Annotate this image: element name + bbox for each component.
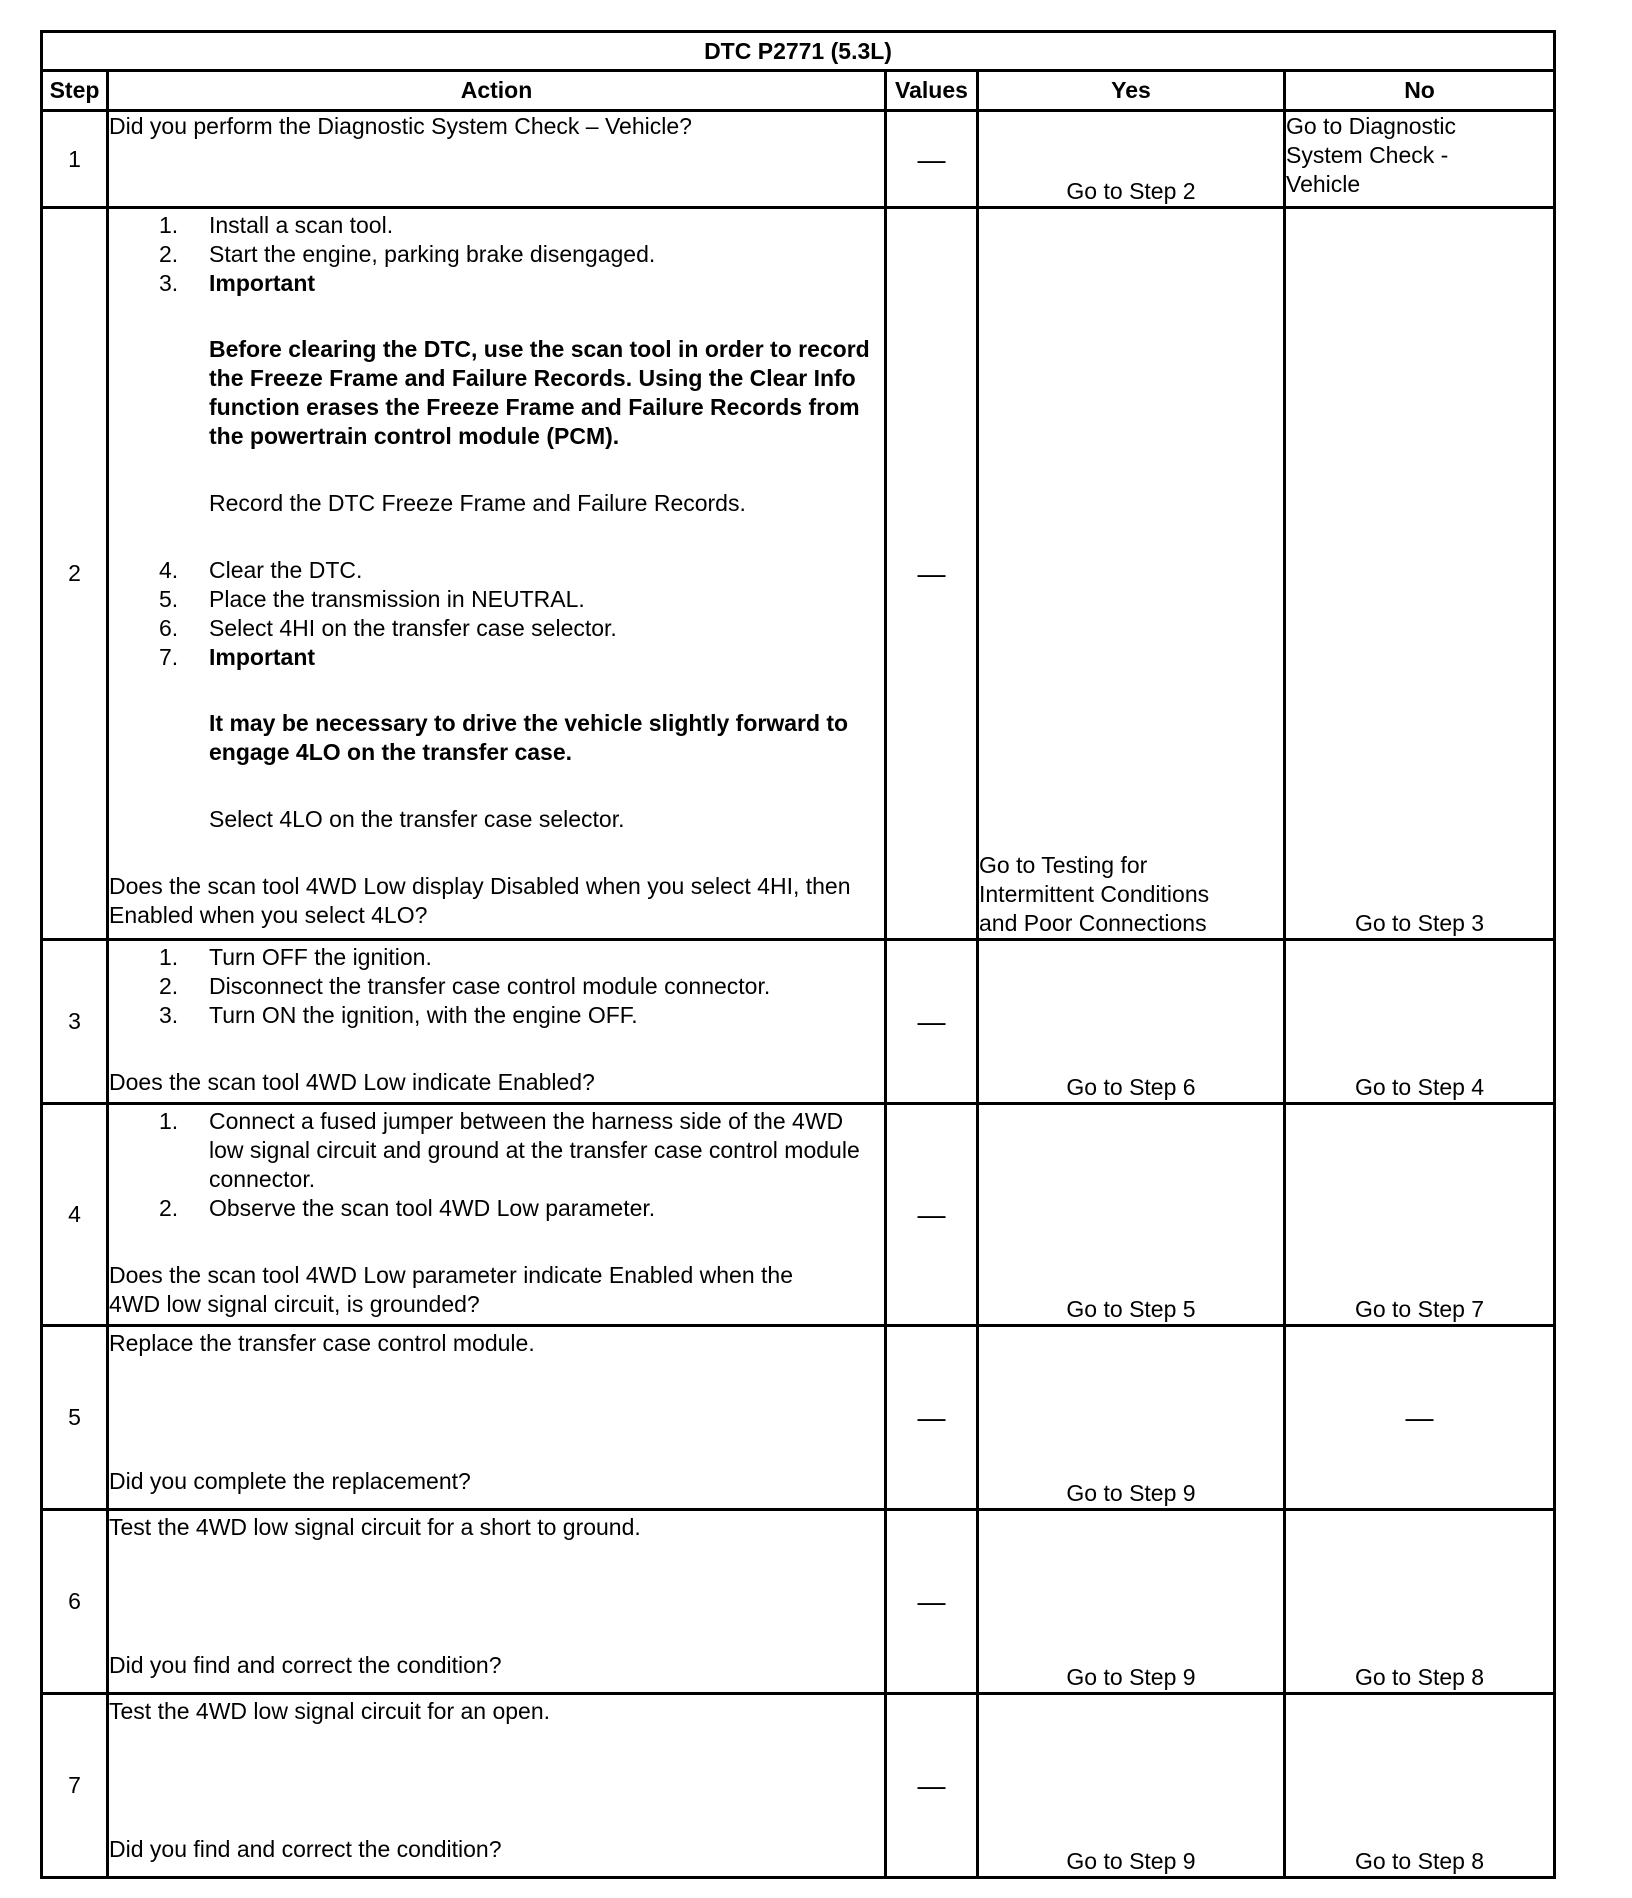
values-cell: — xyxy=(886,208,978,940)
list-item: 1. Install a scan tool. xyxy=(159,212,394,238)
action-cell xyxy=(108,111,886,208)
list-item: 5. Place the transmission in NEUTRAL. xyxy=(159,586,585,612)
no-link[interactable]: Go to Step 7 xyxy=(1354,1296,1485,1322)
step-row-7 xyxy=(42,1694,1555,1878)
note-text: Record the DTC Freeze Frame and Failure Records. xyxy=(209,490,746,516)
list-item: 6. Select 4HI on the transfer case selector. xyxy=(159,615,617,641)
no-link[interactable]: Go to Diagnostic System Check - Vehicle xyxy=(1286,113,1457,197)
important-note: Before clearing the DTC, use the scan tool in order to record the Freeze Frame and Failure Records. Using the Clear Info function erases the Freeze Frame and Failure Records from the powertrain control module (PCM). xyxy=(209,336,870,449)
action-text: Replace the transfer case control module. xyxy=(109,1330,535,1356)
question-text: Does the scan tool 4WD Low indicate Enabled? xyxy=(109,1069,595,1095)
step-row-1 xyxy=(42,111,1555,208)
action-cell xyxy=(108,1510,886,1694)
action-cell xyxy=(108,1104,886,1326)
no-cell xyxy=(1285,1694,1555,1878)
yes-cell xyxy=(978,1326,1285,1510)
list-item: 4. Clear the DTC. xyxy=(159,557,363,583)
title-row xyxy=(42,32,1555,71)
yes-link[interactable]: Go to Step 9 xyxy=(1066,1480,1196,1506)
action-text: Test the 4WD low signal circuit for an open. xyxy=(109,1698,551,1724)
no-link[interactable]: Go to Step 8 xyxy=(1354,1664,1485,1690)
yes-link[interactable]: Go to Step 2 xyxy=(1066,178,1196,204)
question-text: Did you find and correct the condition? xyxy=(109,1836,502,1862)
yes-link[interactable]: Go to Step 5 xyxy=(1066,1296,1196,1322)
no-cell xyxy=(1285,1104,1555,1326)
yes-link[interactable]: Go to Step 9 xyxy=(1066,1848,1196,1874)
no-link[interactable]: Go to Step 3 xyxy=(1354,910,1485,936)
action-cell xyxy=(108,1326,886,1510)
values-cell: — xyxy=(886,1694,978,1878)
no-link[interactable]: Go to Step 4 xyxy=(1354,1074,1485,1100)
no-cell xyxy=(1285,111,1555,208)
no-cell: — xyxy=(1285,1326,1555,1510)
question-text: Did you complete the replacement? xyxy=(109,1468,471,1494)
list-item: 3. Turn ON the ignition, with the engine OFF. xyxy=(159,1002,638,1028)
header-row xyxy=(42,71,1555,111)
list-item: 7. Important xyxy=(159,644,316,670)
yes-cell xyxy=(978,940,1285,1104)
values-cell: — xyxy=(886,1510,978,1694)
step-row-5 xyxy=(42,1326,1555,1510)
step-number: 7 xyxy=(42,1694,108,1878)
yes-cell xyxy=(978,111,1285,208)
values-cell: — xyxy=(886,1326,978,1510)
action-cell xyxy=(108,208,886,940)
question-text: Does the scan tool 4WD Low parameter indicate Enabled when the 4WD low signal circuit, is grounded? xyxy=(109,1262,794,1317)
step-number: 6 xyxy=(42,1510,108,1694)
action-cell xyxy=(108,940,886,1104)
yes-link[interactable]: Go to Step 9 xyxy=(1066,1664,1196,1690)
step-number: 2 xyxy=(42,208,108,940)
no-link[interactable]: Go to Step 8 xyxy=(1354,1848,1485,1874)
no-cell xyxy=(1285,208,1555,940)
list-item: 1. Connect a fused jumper between the harness side of the 4WD low signal circuit and ground at the transfer case control module connector. xyxy=(159,1108,860,1192)
yes-link[interactable]: Go to Testing for Intermittent Conditions and Poor Connections xyxy=(979,852,1210,936)
question-text: Does the scan tool 4WD Low display Disabled when you select 4HI, then Enabled when you select 4LO? xyxy=(109,873,851,928)
step-row-6 xyxy=(42,1510,1555,1694)
yes-cell xyxy=(978,1694,1285,1878)
header-values: Values xyxy=(886,71,978,111)
values-cell: — xyxy=(886,940,978,1104)
list-item: 3. Important xyxy=(159,270,316,296)
question-text: Did you find and correct the condition? xyxy=(109,1652,502,1678)
header-step: Step xyxy=(42,71,108,111)
header-yes: Yes xyxy=(978,71,1285,111)
header-action: Action xyxy=(108,71,886,111)
yes-cell xyxy=(978,1104,1285,1326)
step-number: 4 xyxy=(42,1104,108,1326)
action-text: Did you perform the Diagnostic System Check – Vehicle? xyxy=(109,113,692,139)
step-row-4 xyxy=(42,1104,1555,1326)
table-title: DTC P2771 (5.3L) xyxy=(42,32,1555,71)
yes-cell xyxy=(978,1510,1285,1694)
no-cell xyxy=(1285,1510,1555,1694)
action-text: Test the 4WD low signal circuit for a short to ground. xyxy=(109,1514,641,1540)
values-cell: — xyxy=(886,1104,978,1326)
no-cell xyxy=(1285,940,1555,1104)
step-number: 5 xyxy=(42,1326,108,1510)
action-cell xyxy=(108,1694,886,1878)
step-number: 3 xyxy=(42,940,108,1104)
values-cell: — xyxy=(886,111,978,208)
yes-cell xyxy=(978,208,1285,940)
list-item: 1. Turn OFF the ignition. xyxy=(159,944,432,970)
step-row-2 xyxy=(42,208,1555,940)
step-number: 1 xyxy=(42,111,108,208)
list-item: 2. Observe the scan tool 4WD Low parameter. xyxy=(159,1195,656,1221)
header-no: No xyxy=(1285,71,1555,111)
dtc-table xyxy=(40,30,1556,1879)
step-row-3 xyxy=(42,940,1555,1104)
yes-link[interactable]: Go to Step 6 xyxy=(1066,1074,1196,1100)
list-item: 2. Start the engine, parking brake disengaged. xyxy=(159,241,656,267)
note-text: Select 4LO on the transfer case selector. xyxy=(209,806,625,832)
list-item: 2. Disconnect the transfer case control module connector. xyxy=(159,973,771,999)
important-note: It may be necessary to drive the vehicle slightly forward to engage 4LO on the transfer case. xyxy=(209,710,849,765)
